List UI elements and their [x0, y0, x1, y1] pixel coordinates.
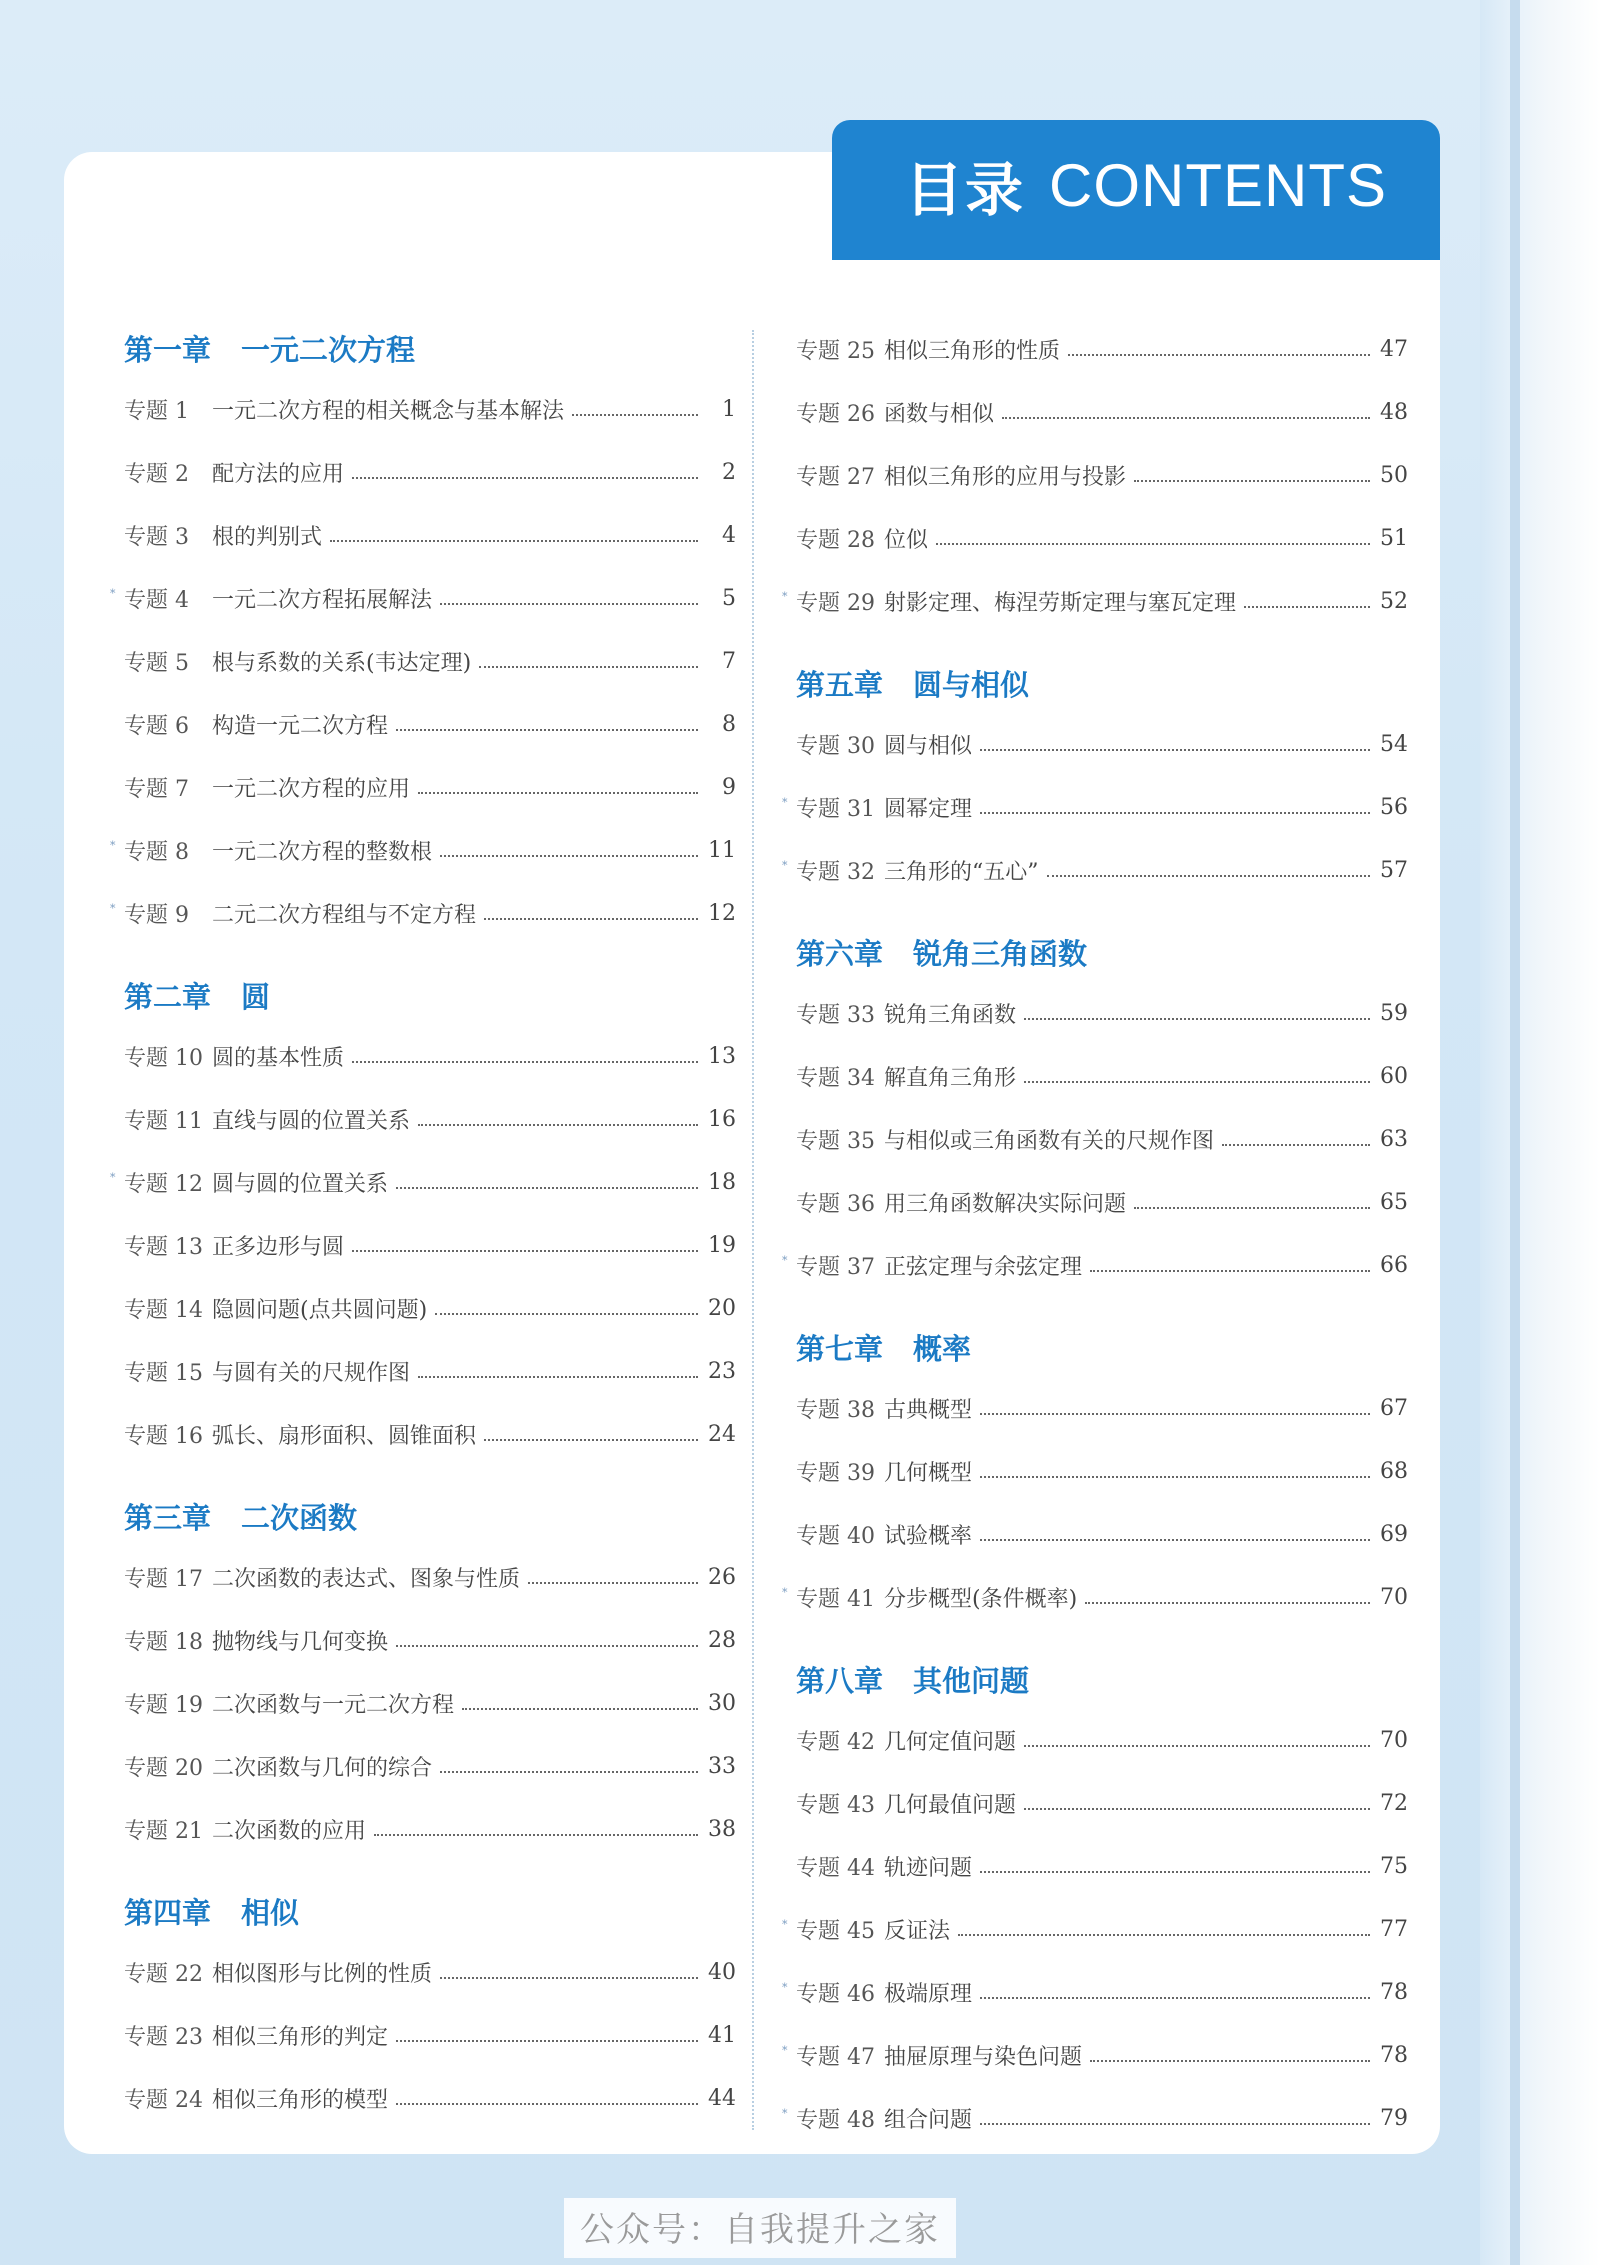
dot-leader	[1090, 1268, 1370, 1272]
topic-number: 专题 3	[124, 525, 189, 550]
column-divider	[752, 330, 754, 2130]
toc-entry[interactable]	[110, 1151, 736, 1214]
topic-number: 专题 6	[124, 714, 189, 739]
page-number: 4	[722, 523, 736, 548]
toc-entry[interactable]	[124, 2004, 736, 2067]
dot-leader	[572, 412, 698, 416]
dot-leader	[418, 790, 698, 794]
page-number: 11	[708, 838, 736, 863]
topic-title: 一元二次方程的应用	[212, 777, 411, 802]
chapter-title: 概率	[913, 1331, 972, 1366]
toc-entry[interactable]	[796, 1772, 1408, 1835]
topic-number: 专题 9	[124, 903, 189, 928]
chapter-heading[interactable]	[124, 1486, 736, 1546]
toc-entry[interactable]	[124, 1214, 736, 1277]
topic-title: 射影定理、梅涅劳斯定理与塞瓦定理	[884, 591, 1237, 616]
topic-number: 专题 26	[796, 402, 875, 427]
topic-number: 专题 24	[124, 2088, 203, 2113]
dot-leader	[528, 1580, 698, 1584]
optional-marker: *	[782, 1981, 788, 1994]
optional-marker: *	[782, 859, 788, 872]
chapter-heading[interactable]	[124, 1881, 736, 1941]
dot-leader	[1047, 873, 1371, 877]
chapter-number: 第七章	[796, 1331, 884, 1366]
page-number: 47	[1380, 337, 1408, 362]
dot-leader	[440, 1975, 698, 1979]
topic-number: 专题 11	[124, 1109, 203, 1134]
topic-number: 专题 7	[124, 777, 189, 802]
chapter-number: 第六章	[796, 936, 884, 971]
dot-leader	[462, 1706, 698, 1710]
topic-number: 专题 16	[124, 1424, 203, 1449]
topic-title: 圆与相似	[884, 734, 973, 759]
toc-entry[interactable]	[124, 504, 736, 567]
toc-entry[interactable]	[110, 567, 736, 630]
topic-number: 专题 19	[124, 1693, 203, 1718]
dot-leader	[440, 1769, 698, 1773]
page-number: 20	[708, 1296, 736, 1321]
topic-number: 专题 12	[124, 1172, 203, 1197]
toc-entry[interactable]	[796, 982, 1408, 1045]
dot-leader	[352, 1059, 698, 1063]
dot-leader	[1024, 1743, 1370, 1747]
page-number: 16	[708, 1107, 736, 1132]
topic-title: 正多边形与圆	[212, 1235, 345, 1260]
dot-leader	[479, 664, 698, 668]
topic-title: 直线与圆的位置关系	[212, 1109, 411, 1134]
topic-number: 专题 45	[796, 1919, 875, 1944]
toc-entry[interactable]	[110, 819, 736, 882]
dot-leader	[1024, 1016, 1370, 1020]
page-number: 66	[1380, 1253, 1408, 1278]
topic-title: 二次函数的表达式、图象与性质	[212, 1567, 521, 1592]
topic-number: 专题 39	[796, 1461, 875, 1486]
page-number: 54	[1380, 732, 1408, 757]
page-number: 63	[1380, 1127, 1408, 1152]
chapter-title: 相似	[241, 1895, 300, 1930]
dot-leader	[396, 2038, 698, 2042]
topic-number: 专题 1	[124, 399, 189, 424]
dot-leader	[396, 1643, 698, 1647]
chapter-title: 圆与相似	[913, 667, 1030, 702]
chapter-gap	[796, 1629, 1408, 1649]
dot-leader	[1024, 1806, 1370, 1810]
page-number: 69	[1380, 1522, 1408, 1547]
topic-number: 专题 48	[796, 2108, 875, 2133]
header-title-en: CONTENTS	[1049, 151, 1388, 219]
topic-title: 与圆有关的尺规作图	[212, 1361, 411, 1386]
page-number: 18	[708, 1170, 736, 1195]
chapter-gap	[124, 945, 736, 965]
chapter-number: 第五章	[796, 667, 884, 702]
toc-entry[interactable]	[124, 1277, 736, 1340]
topic-title: 锐角三角函数	[884, 1003, 1017, 1028]
toc-entry[interactable]	[124, 1403, 736, 1466]
page-edge-line	[1510, 0, 1520, 2265]
dot-leader	[484, 916, 698, 920]
chapter-heading[interactable]	[124, 318, 736, 378]
chapter-gap	[796, 1297, 1408, 1317]
page-number: 38	[708, 1817, 736, 1842]
page-number: 1	[722, 397, 736, 422]
page-number: 24	[708, 1422, 736, 1447]
topic-title: 根的判别式	[212, 525, 323, 550]
toc-entry[interactable]	[782, 1566, 1408, 1629]
dot-leader	[1068, 352, 1370, 356]
toc-entry[interactable]	[796, 1108, 1408, 1171]
optional-marker: *	[782, 1254, 788, 1267]
page-number: 68	[1380, 1459, 1408, 1484]
contents-header	[905, 150, 1388, 224]
page-number: 70	[1380, 1728, 1408, 1753]
topic-title: 二次函数与几何的综合	[212, 1756, 433, 1781]
dot-leader	[484, 1437, 698, 1441]
page-number: 33	[708, 1754, 736, 1779]
topic-number: 专题 2	[124, 462, 189, 487]
toc-entry[interactable]	[110, 882, 736, 945]
topic-number: 专题 21	[124, 1819, 203, 1844]
dot-leader	[980, 1537, 1370, 1541]
page-number: 79	[1380, 2106, 1408, 2131]
dot-leader	[440, 601, 698, 605]
page-number: 78	[1380, 2043, 1408, 2068]
chapter-heading[interactable]	[796, 653, 1408, 713]
topic-number: 专题 4	[124, 588, 189, 613]
chapter-title: 圆	[241, 979, 271, 1014]
topic-number: 专题 15	[124, 1361, 203, 1386]
topic-title: 二元二次方程组与不定方程	[212, 903, 477, 928]
page-number: 23	[708, 1359, 736, 1384]
dot-leader	[980, 1474, 1370, 1478]
topic-number: 专题 42	[796, 1730, 875, 1755]
topic-number: 专题 38	[796, 1398, 875, 1423]
page-number: 48	[1380, 400, 1408, 425]
toc-entry[interactable]	[124, 1735, 736, 1798]
topic-title: 一元二次方程的相关概念与基本解法	[212, 399, 565, 424]
topic-title: 弧长、扇形面积、圆锥面积	[212, 1424, 477, 1449]
dot-leader	[958, 1932, 1370, 1936]
topic-title: 抛物线与几何变换	[212, 1630, 389, 1655]
page-number: 72	[1380, 1791, 1408, 1816]
optional-marker: *	[782, 1918, 788, 1931]
topic-number: 专题 30	[796, 734, 875, 759]
toc-entry[interactable]	[782, 1234, 1408, 1297]
chapter-gap	[124, 1861, 736, 1881]
toc-entry[interactable]	[782, 1961, 1408, 2024]
page-number: 7	[722, 649, 736, 674]
dot-leader	[418, 1122, 698, 1126]
toc-entry[interactable]	[796, 444, 1408, 507]
topic-number: 专题 25	[796, 339, 875, 364]
dot-leader	[980, 810, 1370, 814]
topic-title: 反证法	[884, 1919, 951, 1944]
toc-entry[interactable]	[782, 776, 1408, 839]
page-number: 75	[1380, 1854, 1408, 1879]
page-number: 30	[708, 1691, 736, 1716]
page-number: 9	[722, 775, 736, 800]
optional-marker: *	[110, 1171, 116, 1184]
toc-entry[interactable]	[796, 1503, 1408, 1566]
right-column	[782, 318, 1408, 2150]
dot-leader	[980, 1869, 1370, 1873]
topic-number: 专题 27	[796, 465, 875, 490]
footer	[0, 2198, 1600, 2258]
topic-number: 专题 8	[124, 840, 189, 865]
topic-title: 用三角函数解决实际问题	[884, 1192, 1127, 1217]
chapter-number: 第一章	[124, 332, 212, 367]
topic-number: 专题 40	[796, 1524, 875, 1549]
topic-number: 专题 36	[796, 1192, 875, 1217]
dot-leader	[396, 2101, 698, 2105]
topic-number: 专题 14	[124, 1298, 203, 1323]
topic-title: 几何最值问题	[884, 1793, 1017, 1818]
page-number: 12	[708, 901, 736, 926]
topic-title: 极端原理	[884, 1982, 973, 2007]
dot-leader	[374, 1832, 698, 1836]
topic-title: 二次函数的应用	[212, 1819, 367, 1844]
toc-entry[interactable]	[782, 2024, 1408, 2087]
toc-entry[interactable]	[124, 441, 736, 504]
page-number: 51	[1380, 526, 1408, 551]
chapter-number: 第四章	[124, 1895, 212, 1930]
toc-entry[interactable]	[796, 507, 1408, 570]
left-column	[110, 318, 736, 2130]
topic-number: 专题 10	[124, 1046, 203, 1071]
chapter-title: 一元二次方程	[241, 332, 416, 367]
topic-number: 专题 34	[796, 1066, 875, 1091]
dot-leader	[396, 727, 698, 731]
chapter-heading[interactable]	[796, 922, 1408, 982]
topic-title: 相似三角形的性质	[884, 339, 1061, 364]
topic-title: 构造一元二次方程	[212, 714, 389, 739]
dot-leader	[1134, 478, 1370, 482]
dot-leader	[435, 1311, 698, 1315]
chapter-gap	[124, 1466, 736, 1486]
topic-title: 圆幂定理	[884, 797, 973, 822]
toc-entry[interactable]	[782, 1898, 1408, 1961]
topic-title: 轨迹问题	[884, 1856, 973, 1881]
page-number: 41	[708, 2023, 736, 2048]
page-number: 44	[708, 2086, 736, 2111]
dot-leader	[1002, 415, 1370, 419]
page-number: 57	[1380, 858, 1408, 883]
topic-title: 解直角三角形	[884, 1066, 1017, 1091]
page-number: 59	[1380, 1001, 1408, 1026]
page-number: 19	[708, 1233, 736, 1258]
toc-entry[interactable]	[796, 381, 1408, 444]
optional-marker: *	[782, 796, 788, 809]
topic-title: 函数与相似	[884, 402, 995, 427]
dot-leader	[980, 1995, 1370, 1999]
topic-title: 相似三角形的判定	[212, 2025, 389, 2050]
dot-leader	[980, 1411, 1370, 1415]
toc-entry[interactable]	[124, 1088, 736, 1151]
page-number: 67	[1380, 1396, 1408, 1421]
topic-title: 相似三角形的模型	[212, 2088, 389, 2113]
topic-number: 专题 29	[796, 591, 875, 616]
toc-entry[interactable]	[796, 1171, 1408, 1234]
optional-marker: *	[110, 902, 116, 915]
topic-title: 几何定值问题	[884, 1730, 1017, 1755]
header-title-cn: 目录	[905, 156, 1026, 224]
topic-title: 古典概型	[884, 1398, 973, 1423]
page-number: 5	[722, 586, 736, 611]
toc-entry[interactable]	[124, 1340, 736, 1403]
header-tab-tail	[1410, 230, 1440, 260]
page-number: 65	[1380, 1190, 1408, 1215]
optional-marker: *	[782, 2107, 788, 2120]
dot-leader	[1024, 1079, 1370, 1083]
toc-entry[interactable]	[124, 630, 736, 693]
topic-title: 一元二次方程的整数根	[212, 840, 433, 865]
dot-leader	[330, 538, 698, 542]
toc-entry[interactable]	[124, 378, 736, 441]
toc-entry[interactable]	[124, 1798, 736, 1861]
page-number: 40	[708, 1960, 736, 1985]
dot-leader	[352, 475, 698, 479]
optional-marker: *	[782, 590, 788, 603]
dot-leader	[1222, 1142, 1370, 1146]
topic-title: 相似图形与比例的性质	[212, 1962, 433, 1987]
topic-number: 专题 35	[796, 1129, 875, 1154]
topic-number: 专题 22	[124, 1962, 203, 1987]
optional-marker: *	[782, 1586, 788, 1599]
toc-entry[interactable]	[124, 1025, 736, 1088]
chapter-gap	[796, 902, 1408, 922]
page-number: 26	[708, 1565, 736, 1590]
topic-title: 隐圆问题(点共圆问题)	[212, 1298, 428, 1323]
toc-entry[interactable]	[124, 1546, 736, 1609]
toc-entry[interactable]	[796, 1045, 1408, 1108]
dot-leader	[418, 1374, 698, 1378]
topic-number: 专题 33	[796, 1003, 875, 1028]
chapter-title: 锐角三角函数	[913, 936, 1088, 971]
topic-number: 专题 32	[796, 860, 875, 885]
optional-marker: *	[782, 2044, 788, 2057]
dot-leader	[1134, 1205, 1370, 1209]
topic-title: 圆的基本性质	[212, 1046, 345, 1071]
chapter-heading[interactable]	[124, 965, 736, 1025]
page-number: 28	[708, 1628, 736, 1653]
topic-title: 一元二次方程拓展解法	[212, 588, 433, 613]
topic-title: 抽屉原理与染色问题	[884, 2045, 1083, 2070]
toc-entry[interactable]	[796, 1440, 1408, 1503]
page-number: 13	[708, 1044, 736, 1069]
toc-entry[interactable]	[124, 2067, 736, 2130]
page-number: 78	[1380, 1980, 1408, 2005]
page-number: 60	[1380, 1064, 1408, 1089]
toc-entry[interactable]	[124, 756, 736, 819]
toc-entry[interactable]	[782, 2087, 1408, 2150]
topic-number: 专题 18	[124, 1630, 203, 1655]
dot-leader	[980, 2121, 1370, 2125]
page-number: 2	[722, 460, 736, 485]
topic-title: 根与系数的关系(韦达定理)	[212, 651, 472, 676]
topic-title: 试验概率	[884, 1524, 973, 1549]
topic-number: 专题 23	[124, 2025, 203, 2050]
chapter-number: 第三章	[124, 1500, 212, 1535]
chapter-heading[interactable]	[796, 1649, 1408, 1709]
chapter-number: 第二章	[124, 979, 212, 1014]
topic-title: 三角形的“五心”	[884, 860, 1039, 885]
toc-entry[interactable]	[796, 1835, 1408, 1898]
topic-title: 配方法的应用	[212, 462, 345, 487]
chapter-heading[interactable]	[796, 1317, 1408, 1377]
topic-number: 专题 47	[796, 2045, 875, 2070]
topic-number: 专题 20	[124, 1756, 203, 1781]
footer-watermark: 公众号：自我提升之家	[564, 2198, 956, 2258]
page-number: 77	[1380, 1917, 1408, 1942]
toc-entry[interactable]	[796, 1709, 1408, 1772]
page-edge-strip	[1480, 0, 1600, 2265]
toc-entry[interactable]	[124, 1941, 736, 2004]
topic-number: 专题 43	[796, 1793, 875, 1818]
chapter-title: 二次函数	[241, 1500, 358, 1535]
topic-number: 专题 41	[796, 1587, 875, 1612]
toc-entry[interactable]	[796, 713, 1408, 776]
toc-entry[interactable]	[782, 839, 1408, 902]
topic-number: 专题 28	[796, 528, 875, 553]
optional-marker: *	[110, 839, 116, 852]
dot-leader	[1244, 604, 1370, 608]
topic-title: 相似三角形的应用与投影	[884, 465, 1127, 490]
topic-number: 专题 31	[796, 797, 875, 822]
topic-title: 分步概型(条件概率)	[884, 1587, 1078, 1612]
topic-title: 二次函数与一元二次方程	[212, 1693, 455, 1718]
topic-number: 专题 13	[124, 1235, 203, 1260]
toc-entry[interactable]	[782, 570, 1408, 633]
chapter-gap	[796, 633, 1408, 653]
toc-entry[interactable]	[124, 693, 736, 756]
toc-entry[interactable]	[124, 1609, 736, 1672]
toc-entry[interactable]	[124, 1672, 736, 1735]
topic-title: 几何概型	[884, 1461, 973, 1486]
toc-entry[interactable]	[796, 318, 1408, 381]
dot-leader	[936, 541, 1370, 545]
topic-title: 圆与圆的位置关系	[212, 1172, 389, 1197]
page-number: 56	[1380, 795, 1408, 820]
dot-leader	[352, 1248, 698, 1252]
topic-number: 专题 17	[124, 1567, 203, 1592]
toc-entry[interactable]	[796, 1377, 1408, 1440]
dot-leader	[396, 1185, 698, 1189]
chapter-title: 其他问题	[913, 1663, 1030, 1698]
topic-title: 组合问题	[884, 2108, 973, 2133]
topic-number: 专题 5	[124, 651, 189, 676]
topic-number: 专题 46	[796, 1982, 875, 2007]
topic-number: 专题 37	[796, 1255, 875, 1280]
dot-leader	[980, 747, 1370, 751]
topic-title: 正弦定理与余弦定理	[884, 1255, 1083, 1280]
optional-marker: *	[110, 587, 116, 600]
page-number: 8	[722, 712, 736, 737]
page-number: 70	[1380, 1585, 1408, 1610]
dot-leader	[1085, 1600, 1370, 1604]
chapter-number: 第八章	[796, 1663, 884, 1698]
page-number: 50	[1380, 463, 1408, 488]
dot-leader	[1090, 2058, 1370, 2062]
topic-title: 位似	[884, 528, 929, 553]
topic-number: 专题 44	[796, 1856, 875, 1881]
topic-title: 与相似或三角函数有关的尺规作图	[884, 1129, 1215, 1154]
page-number: 52	[1380, 589, 1408, 614]
dot-leader	[440, 853, 698, 857]
